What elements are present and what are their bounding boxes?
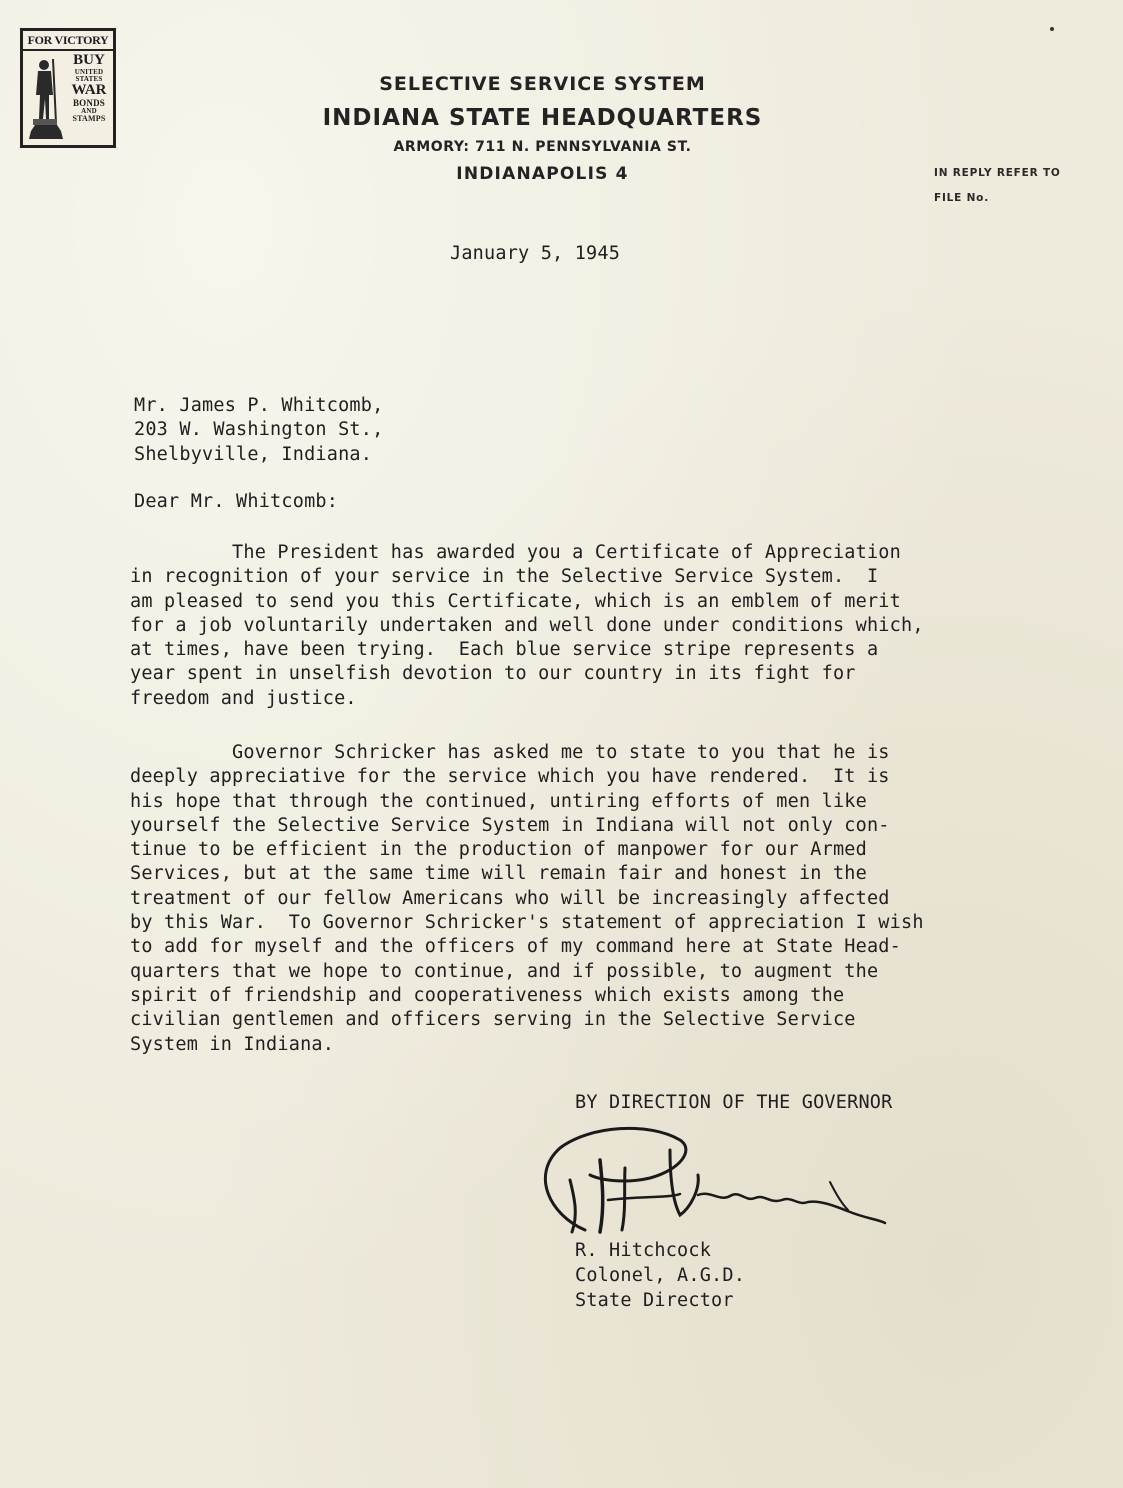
address-line: 203 W. Washington St., [134, 419, 384, 440]
paragraph-line: am pleased to send you this Certificate, which is an emblem of merit [130, 590, 901, 612]
paragraph-line: The President has awarded you a Certificate of Appreciation [130, 542, 901, 563]
address-line: Shelbyville, Indiana. [134, 444, 373, 465]
stamp-line: AND [81, 107, 97, 115]
letterhead-office: INDIANA STATE HEADQUARTERS [322, 105, 763, 131]
paragraph-line: freedom and justice. [130, 687, 357, 709]
war-bonds-stamp [20, 28, 116, 148]
letterhead-city: INDIANAPOLIS 4 [456, 164, 629, 184]
signer-rank: Colonel, A.G.D. [575, 1265, 746, 1286]
paragraph-line: System in Indiana. [130, 1033, 335, 1055]
reply-refer-label: IN REPLY REFER TO [934, 167, 1061, 179]
paragraph-line: quarters that we hope to continue, and if possible, to augment the [130, 960, 879, 982]
paragraph-line: yourself the Selective Service System in Indiana will not only con- [130, 814, 890, 836]
signer-title: State Director [575, 1290, 734, 1311]
address-line: Mr. James P. Whitcomb, [134, 395, 384, 416]
paragraph-line: spirit of friendship and cooperativeness which exists among the [130, 984, 845, 1006]
signer-name: R. Hitchcock [575, 1240, 712, 1261]
salutation: Dear Mr. Whitcomb: [134, 491, 339, 512]
paper-speck [1050, 27, 1054, 31]
stamp-line: BONDS [72, 98, 105, 108]
stamp-line: BUY [73, 52, 105, 68]
paragraph-line: civilian gentlemen and officers serving in the Selective Service [130, 1009, 856, 1031]
paragraph-line: deeply appreciative for the service which you have rendered. It is [130, 766, 890, 788]
paragraph-line: year spent in unselfish devotion to our country in its fight for [130, 663, 856, 685]
paragraph-line: by this War. To Governor Schricker's statement of appreciation I wish [130, 912, 924, 934]
paragraph-line: his hope that through the continued, untiring efforts of men like [130, 790, 867, 812]
stamp-text [65, 53, 113, 123]
paragraph-line: treatment of our fellow Americans who will be increasingly affected [130, 887, 890, 909]
handwritten-signature [530, 1120, 900, 1240]
paragraph-2 [130, 741, 924, 1057]
paragraph-line: tinue to be efficient in the production of manpower for our Armed [130, 839, 867, 861]
stamp-top-text: FOR VICTORY [23, 31, 113, 51]
paragraph-line: for a job voluntarily undertaken and well done under conditions which, [130, 614, 924, 636]
paragraph-line: in recognition of your service in the Selective Service System. I [130, 566, 879, 588]
paragraph-line: at times, have been trying. Each blue service stripe represents a [130, 639, 879, 661]
paragraph-line: to add for myself and the officers of my command here at State Head- [130, 936, 901, 958]
file-no-label: FILE No. [934, 192, 989, 204]
paragraph-1 [130, 541, 924, 711]
closing-line: BY DIRECTION OF THE GOVERNOR [575, 1092, 893, 1113]
stamp-line: UNITED STATES [74, 68, 104, 83]
stamp-line: WAR [71, 82, 107, 98]
letterhead-street: ARMORY: 711 N. PENNSYLVANIA ST. [393, 139, 692, 155]
paragraph-line: Governor Schricker has asked me to state to you that he is [130, 742, 890, 763]
paragraph-line: Services, but at the same time will remain fair and honest in the [130, 863, 867, 885]
letterhead-agency: SELECTIVE SERVICE SYSTEM [379, 73, 706, 95]
minuteman-figure-icon [27, 53, 65, 145]
letter-date: January 5, 1945 [450, 243, 621, 264]
stamp-line: STAMPS [72, 114, 106, 123]
